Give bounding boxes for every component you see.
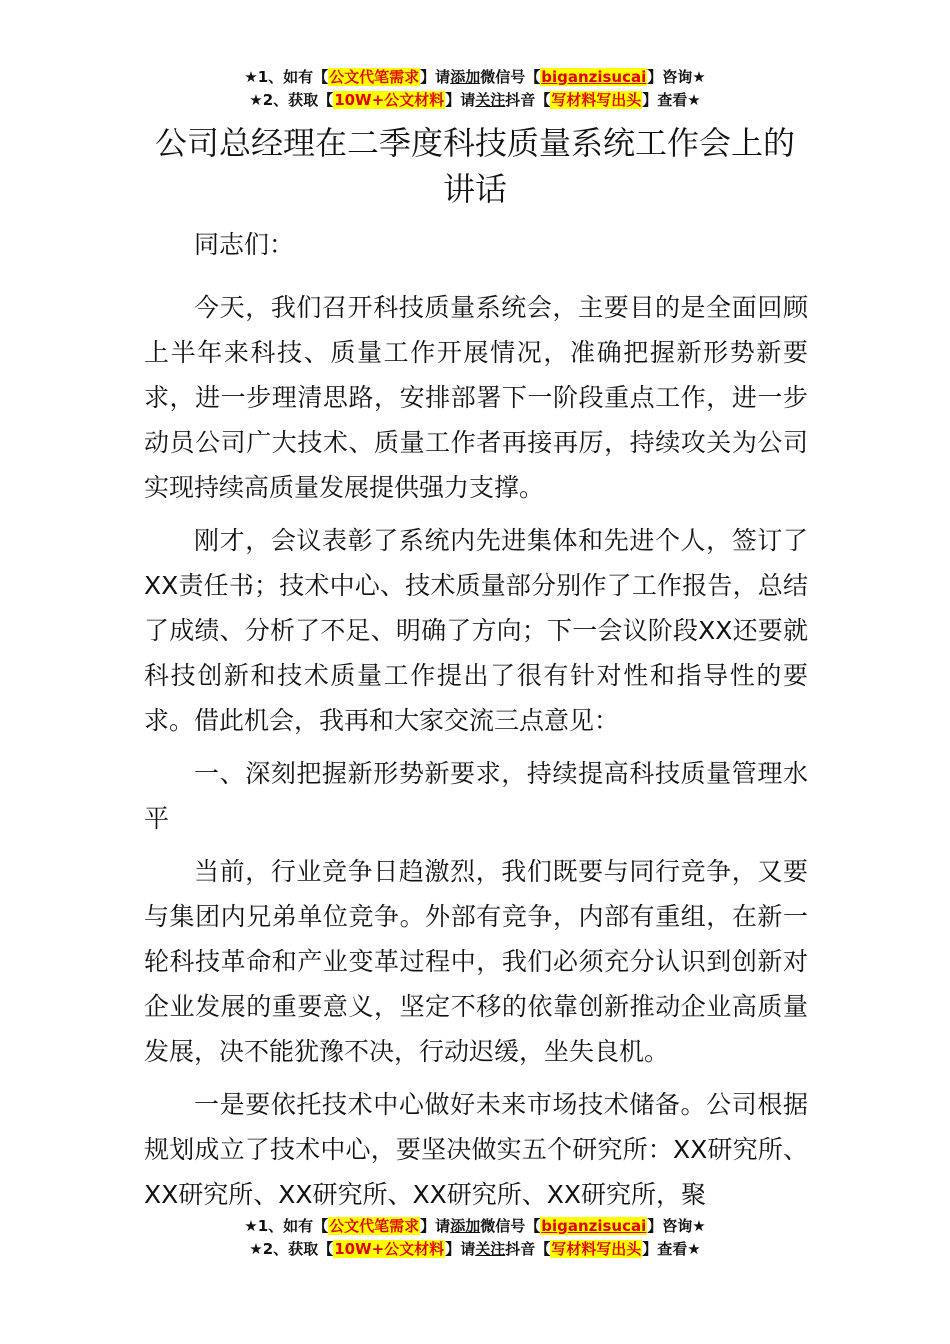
banner-text: 】查看★ (642, 1240, 701, 1258)
highlight-materials: 10W+公文材料 (334, 91, 445, 109)
banner-text: 】咨询★ (647, 1217, 706, 1235)
banner-line-1 (0, 66, 950, 89)
bottom-banner (0, 1215, 950, 1261)
paragraph-context: 当前，行业竞争日趋激烈，我们既要与同行竞争，又要与集团内兄弟单位竞争。外部有竞争，内部有重组，在新一轮科技革命和产业变革过程中，我们必须充分认识到创新对企业发展的重要意义，坚定不移的依靠创新推动企业高质量发展，决不能犹豫不决，行动迟缓，坐失良机。 (144, 857, 808, 1066)
highlight-douyin: 写材料写出头 (551, 91, 642, 109)
highlight-douyin: 写材料写出头 (551, 1240, 642, 1258)
highlight-service: 公文代笔需求 (329, 1217, 420, 1235)
section-heading-1: 一、深刻把握新形势新要求，持续提高科技质量管理水平 (144, 759, 808, 833)
banner-text: 】请 (420, 68, 451, 86)
banner-text: 】请 (445, 1240, 476, 1258)
salutation: 同志们： (194, 230, 295, 259)
banner-text: ★1、如有【 (244, 68, 329, 86)
highlight-service: 公文代笔需求 (329, 68, 420, 86)
wechat-id-link[interactable]: biganzisucai (541, 1217, 647, 1235)
banner-text: 抖音【 (505, 91, 551, 109)
banner-line-2 (0, 1238, 950, 1261)
banner-text: ★1、如有【 (244, 1217, 329, 1235)
banner-line-2 (0, 89, 950, 112)
banner-text: ★2、获取【 (249, 91, 334, 109)
banner-text: 】请 (445, 91, 476, 109)
banner-text: 微信号【 (480, 1217, 541, 1235)
highlight-materials: 10W+公文材料 (334, 1240, 445, 1258)
banner-text: 抖音【 (505, 1240, 551, 1258)
banner-keyword: 关注 (475, 91, 506, 109)
banner-keyword: 添加 (450, 1217, 481, 1235)
paragraph-meeting-summary: 刚才，会议表彰了系统内先进集体和先进个人，签订了XX责任书；技术中心、技术质量部分别作了工作报告，总结了成绩、分析了不足、明确了方向；下一会议阶段XX还要就科技创新和技术质量工作提出了很有针对性和指导性的要求。借此机会，我再和大家交流三点意见： (144, 526, 808, 735)
banner-text: 】请 (420, 1217, 451, 1235)
paragraph-point-1: 一是要依托技术中心做好未来市场技术储备。公司根据规划成立了技术中心，要坚决做实五个研究所：XX研究所、XX研究所、XX研究所、XX研究所、XX研究所，聚 (144, 1090, 808, 1209)
banner-text: ★2、获取【 (249, 1240, 334, 1258)
banner-text: 】查看★ (642, 91, 701, 109)
document-body (144, 222, 808, 1225)
banner-keyword: 添加 (450, 68, 481, 86)
banner-keyword: 关注 (475, 1240, 506, 1258)
paragraph-intro: 今天，我们召开科技质量系统会，主要目的是全面回顾上半年来科技、质量工作开展情况，准确把握新形势新要求，进一步理清思路，安排部署下一阶段重点工作，进一步动员公司广大技术、质量工作者再接再厉，持续攻关为公司实现持续高质量发展提供强力支撑。 (144, 293, 808, 502)
banner-line-1 (0, 1215, 950, 1238)
wechat-id-link[interactable]: biganzisucai (541, 68, 647, 86)
banner-text: 】咨询★ (647, 68, 706, 86)
document-title: 公司总经理在二季度科技质量系统工作会上的讲话 (154, 124, 795, 208)
top-banner (0, 66, 950, 112)
banner-text: 微信号【 (480, 68, 541, 86)
